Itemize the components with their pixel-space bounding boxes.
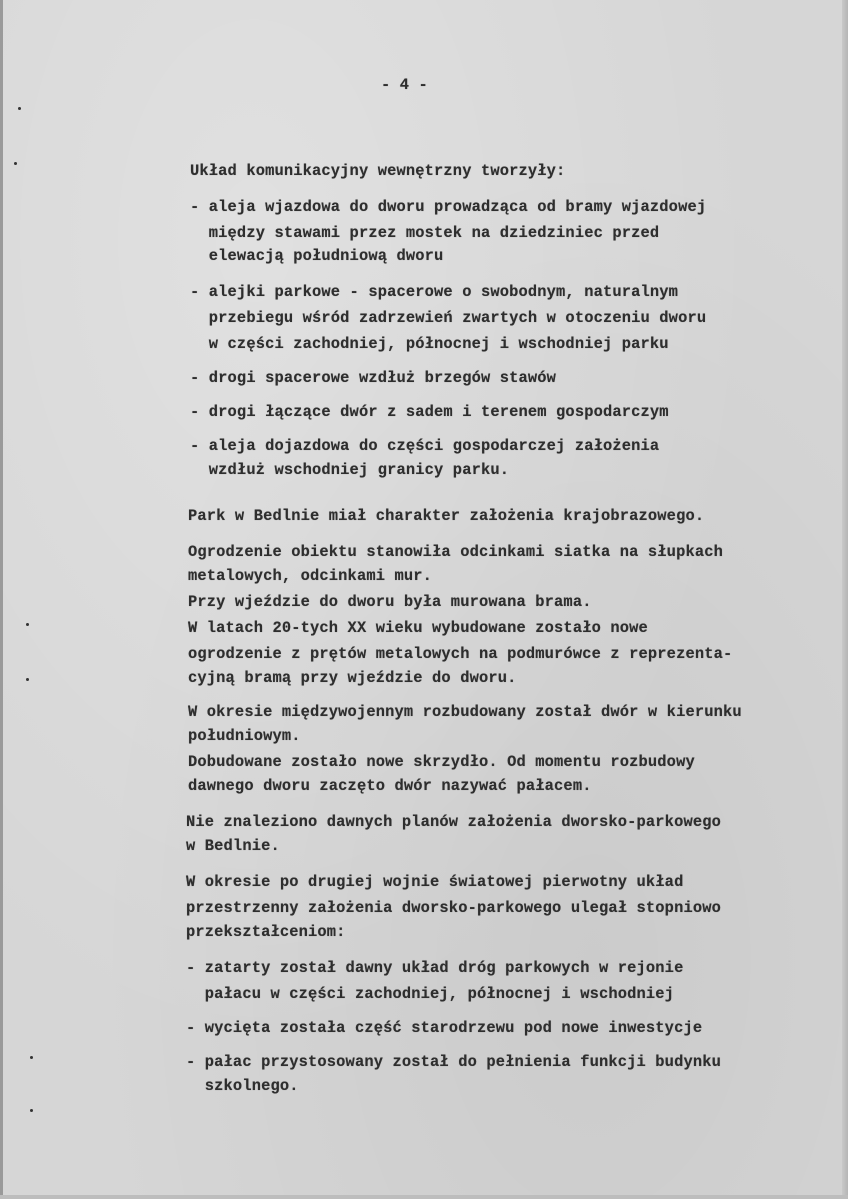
text-line: - aleja wjazdowa do dworu prowadząca od bramy wjazdowej: [190, 198, 707, 216]
punch-hole-mark: [26, 678, 29, 681]
punch-hole-mark: [26, 623, 29, 626]
text-line: W latach 20-tych XX wieku wybudowane zostało nowe: [188, 619, 648, 637]
text-line: - drogi spacerowe wzdłuż brzegów stawów: [190, 369, 557, 387]
text-line: Park w Bedlnie miał charakter założenia krajobrazowego.: [188, 507, 705, 525]
page-right-edge: [842, 0, 848, 1199]
text-line: W okresie po drugiej wojnie światowej pierwotny układ: [186, 873, 684, 891]
text-line: Nie znaleziono dawnych planów założenia dworsko-parkowego: [186, 813, 721, 831]
text-line: w części zachodniej, północnej i wschodniej parku: [190, 335, 669, 353]
text-line: w Bedlnie.: [186, 837, 280, 855]
text-line: - drogi łączące dwór z sadem i terenem gospodarczym: [190, 403, 669, 421]
text-line: Ogrodzenie obiektu stanowiła odcinkami siatka na słupkach: [188, 543, 723, 561]
text-line: wzdłuż wschodniej granicy parku.: [190, 461, 510, 479]
page-left-edge: [0, 0, 3, 1199]
text-line: Przy wjeździe do dworu była murowana brama.: [188, 593, 592, 611]
text-line: - zatarty został dawny układ dróg parkowych w rejonie: [186, 959, 684, 977]
text-line: - aleja dojazdowa do części gospodarczej założenia: [190, 437, 660, 455]
text-line: ogrodzenie z prętów metalowych na podmurówce z reprezenta-: [188, 645, 733, 663]
text-line: Dobudowane zostało nowe skrzydło. Od momentu rozbudowy: [188, 753, 695, 771]
text-line: przestrzenny założenia dworsko-parkowego ulegał stopniowo: [186, 899, 721, 917]
text-line: - wycięta została część starodrzewu pod nowe inwestycje: [186, 1019, 703, 1037]
text-line: szkolnego.: [186, 1077, 299, 1095]
text-line: cyjną bramą przy wjeździe do dworu.: [188, 669, 517, 687]
text-line: przekształceniom:: [186, 923, 346, 941]
text-line: - alejki parkowe - spacerowe o swobodnym, naturalnym: [190, 283, 679, 301]
text-line: elewacją południową dworu: [190, 247, 444, 265]
text-line: - pałac przystosowany został do pełnienia funkcji budynku: [186, 1053, 721, 1071]
punch-hole-mark: [30, 1109, 33, 1112]
punch-hole-mark: [14, 162, 17, 165]
text-line: dawnego dworu zaczęto dwór nazywać pałacem.: [188, 777, 592, 795]
punch-hole-mark: [30, 1056, 33, 1059]
punch-hole-mark: [18, 107, 21, 110]
page-number: - 4 -: [381, 76, 428, 94]
page-bottom-edge: [0, 1195, 848, 1199]
text-line: pałacu w części zachodniej, północnej i wschodniej: [186, 985, 675, 1003]
text-line: przebiegu wśród zadrzewień zwartych w otoczeniu dworu: [190, 309, 707, 327]
text-line: południowym.: [188, 727, 301, 745]
text-line: między stawami przez mostek na dziedziniec przed: [190, 224, 660, 242]
text-line: Układ komunikacyjny wewnętrzny tworzyły:: [190, 162, 566, 180]
text-line: metalowych, odcinkami mur.: [188, 567, 433, 585]
text-line: W okresie międzywojennym rozbudowany został dwór w kierunku: [188, 703, 742, 721]
